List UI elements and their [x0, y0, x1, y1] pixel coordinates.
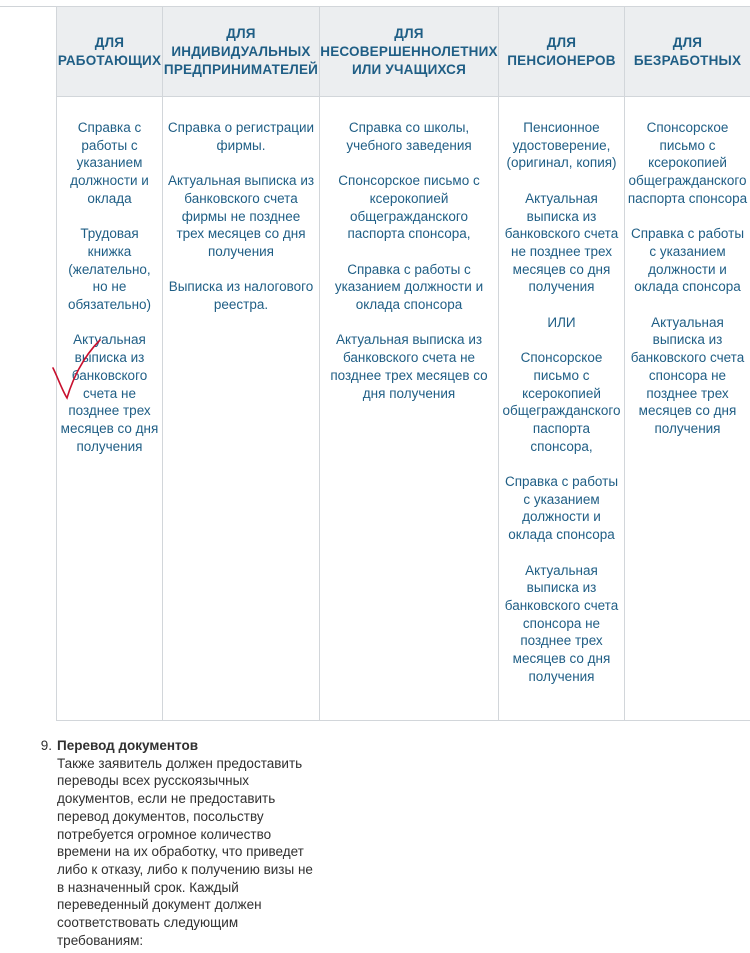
header-label: ДЛЯ РАБОТАЮЩИХ: [57, 34, 162, 68]
list-item-body: Также заявитель должен предоставить переводы всех русскоязычных документов, если не предоставить перевод документов, посольству потребуется огромное количество времени на их обработку, что приведет либо к отказу, либо к получению визы не в назначенный срок. Каждый переведенный документ должен соответствовать следующим требованиям:: [57, 755, 313, 948]
header-label: ДЛЯ ПЕНСИОНЕРОВ: [507, 34, 616, 68]
header-label: ДЛЯ БЕЗРАБОТНЫХ: [633, 34, 742, 68]
requirement-text: Актуальная выписка из банковского счета спонсора не позднее трех месяцев со дня получения: [504, 562, 619, 684]
requirement-text: Актуальная выписка из банковского счета не позднее трех месяцев со дня получения: [60, 332, 159, 454]
documents-table: [56, 6, 750, 721]
header-cell-unemployed: [625, 7, 750, 97]
requirement-text: Спонсорское письмо с ксерокопией общегражданского паспорта спонсора: [627, 120, 748, 206]
cell-pensioners: [499, 97, 625, 721]
list-item-title: Перевод документов: [57, 738, 199, 753]
requirement-text: Справка с работы с указанием должности и оклада: [70, 120, 149, 206]
requirement-text: Актуальная выписка из банковского счета фирмы не позднее трех месяцев со дня получения: [167, 173, 315, 259]
or-separator: ИЛИ: [547, 314, 576, 330]
cell-minors: [320, 97, 499, 721]
requirement-text: Трудовая книжка (желательно, но не обязательно): [67, 226, 152, 313]
checkmark-annotation: [50, 336, 110, 406]
header-label: ДЛЯ ИНДИВИДУАЛЬНЫХ ПРЕДПРИНИМАТЕЛЕЙ: [163, 25, 319, 77]
cell-working: [57, 97, 163, 721]
requirement-text: Выписка из налогового реестра.: [168, 279, 314, 312]
header-cell-minors: [320, 7, 499, 97]
header-cell-pensioners: [499, 7, 625, 97]
requirement-text: Спонсорское письмо с ксерокопией общегражданского паспорта спонсора,: [502, 350, 621, 454]
header-cell-working: [57, 7, 163, 97]
requirement-text: Спонсорское письмо с ксерокопией общегражданского паспорта спонсора,: [338, 173, 480, 242]
requirement-text: Пенсионное удостоверение, (оригинал, копия): [506, 120, 617, 171]
requirement-text: Справка о регистрации фирмы.: [167, 120, 315, 153]
requirement-text: Справка со школы, учебного заведения: [346, 120, 472, 153]
requirement-text: Актуальная выписка из банковского счета не позднее трех месяцев со дня получения: [504, 190, 619, 295]
header-label: ДЛЯ НЕСОВЕРШЕННОЛЕТНИХ ИЛИ УЧАЩИХСЯ: [320, 25, 498, 77]
header-cell-entrepreneurs: [163, 7, 320, 97]
requirement-text: Актуальная выписка из банковского счета спонсора не позднее трех месяцев со дня получения: [630, 314, 745, 436]
table-header-row: [57, 7, 750, 97]
cell-unemployed: [625, 97, 750, 721]
requirement-text: Справка с работы с указанием должности и оклада спонсора: [504, 474, 619, 543]
requirement-text: Справка с работы с указанием должности и оклада спонсора: [334, 261, 484, 312]
requirement-text: Актуальная выписка из банковского счета не позднее трех месяцев со дня получения: [330, 332, 488, 401]
requirement-text: Справка с работы с указанием должности и оклада спонсора: [630, 226, 745, 295]
list-number: 9.: [40, 738, 52, 753]
table-row: [57, 97, 750, 721]
cell-entrepreneurs: [163, 97, 320, 721]
